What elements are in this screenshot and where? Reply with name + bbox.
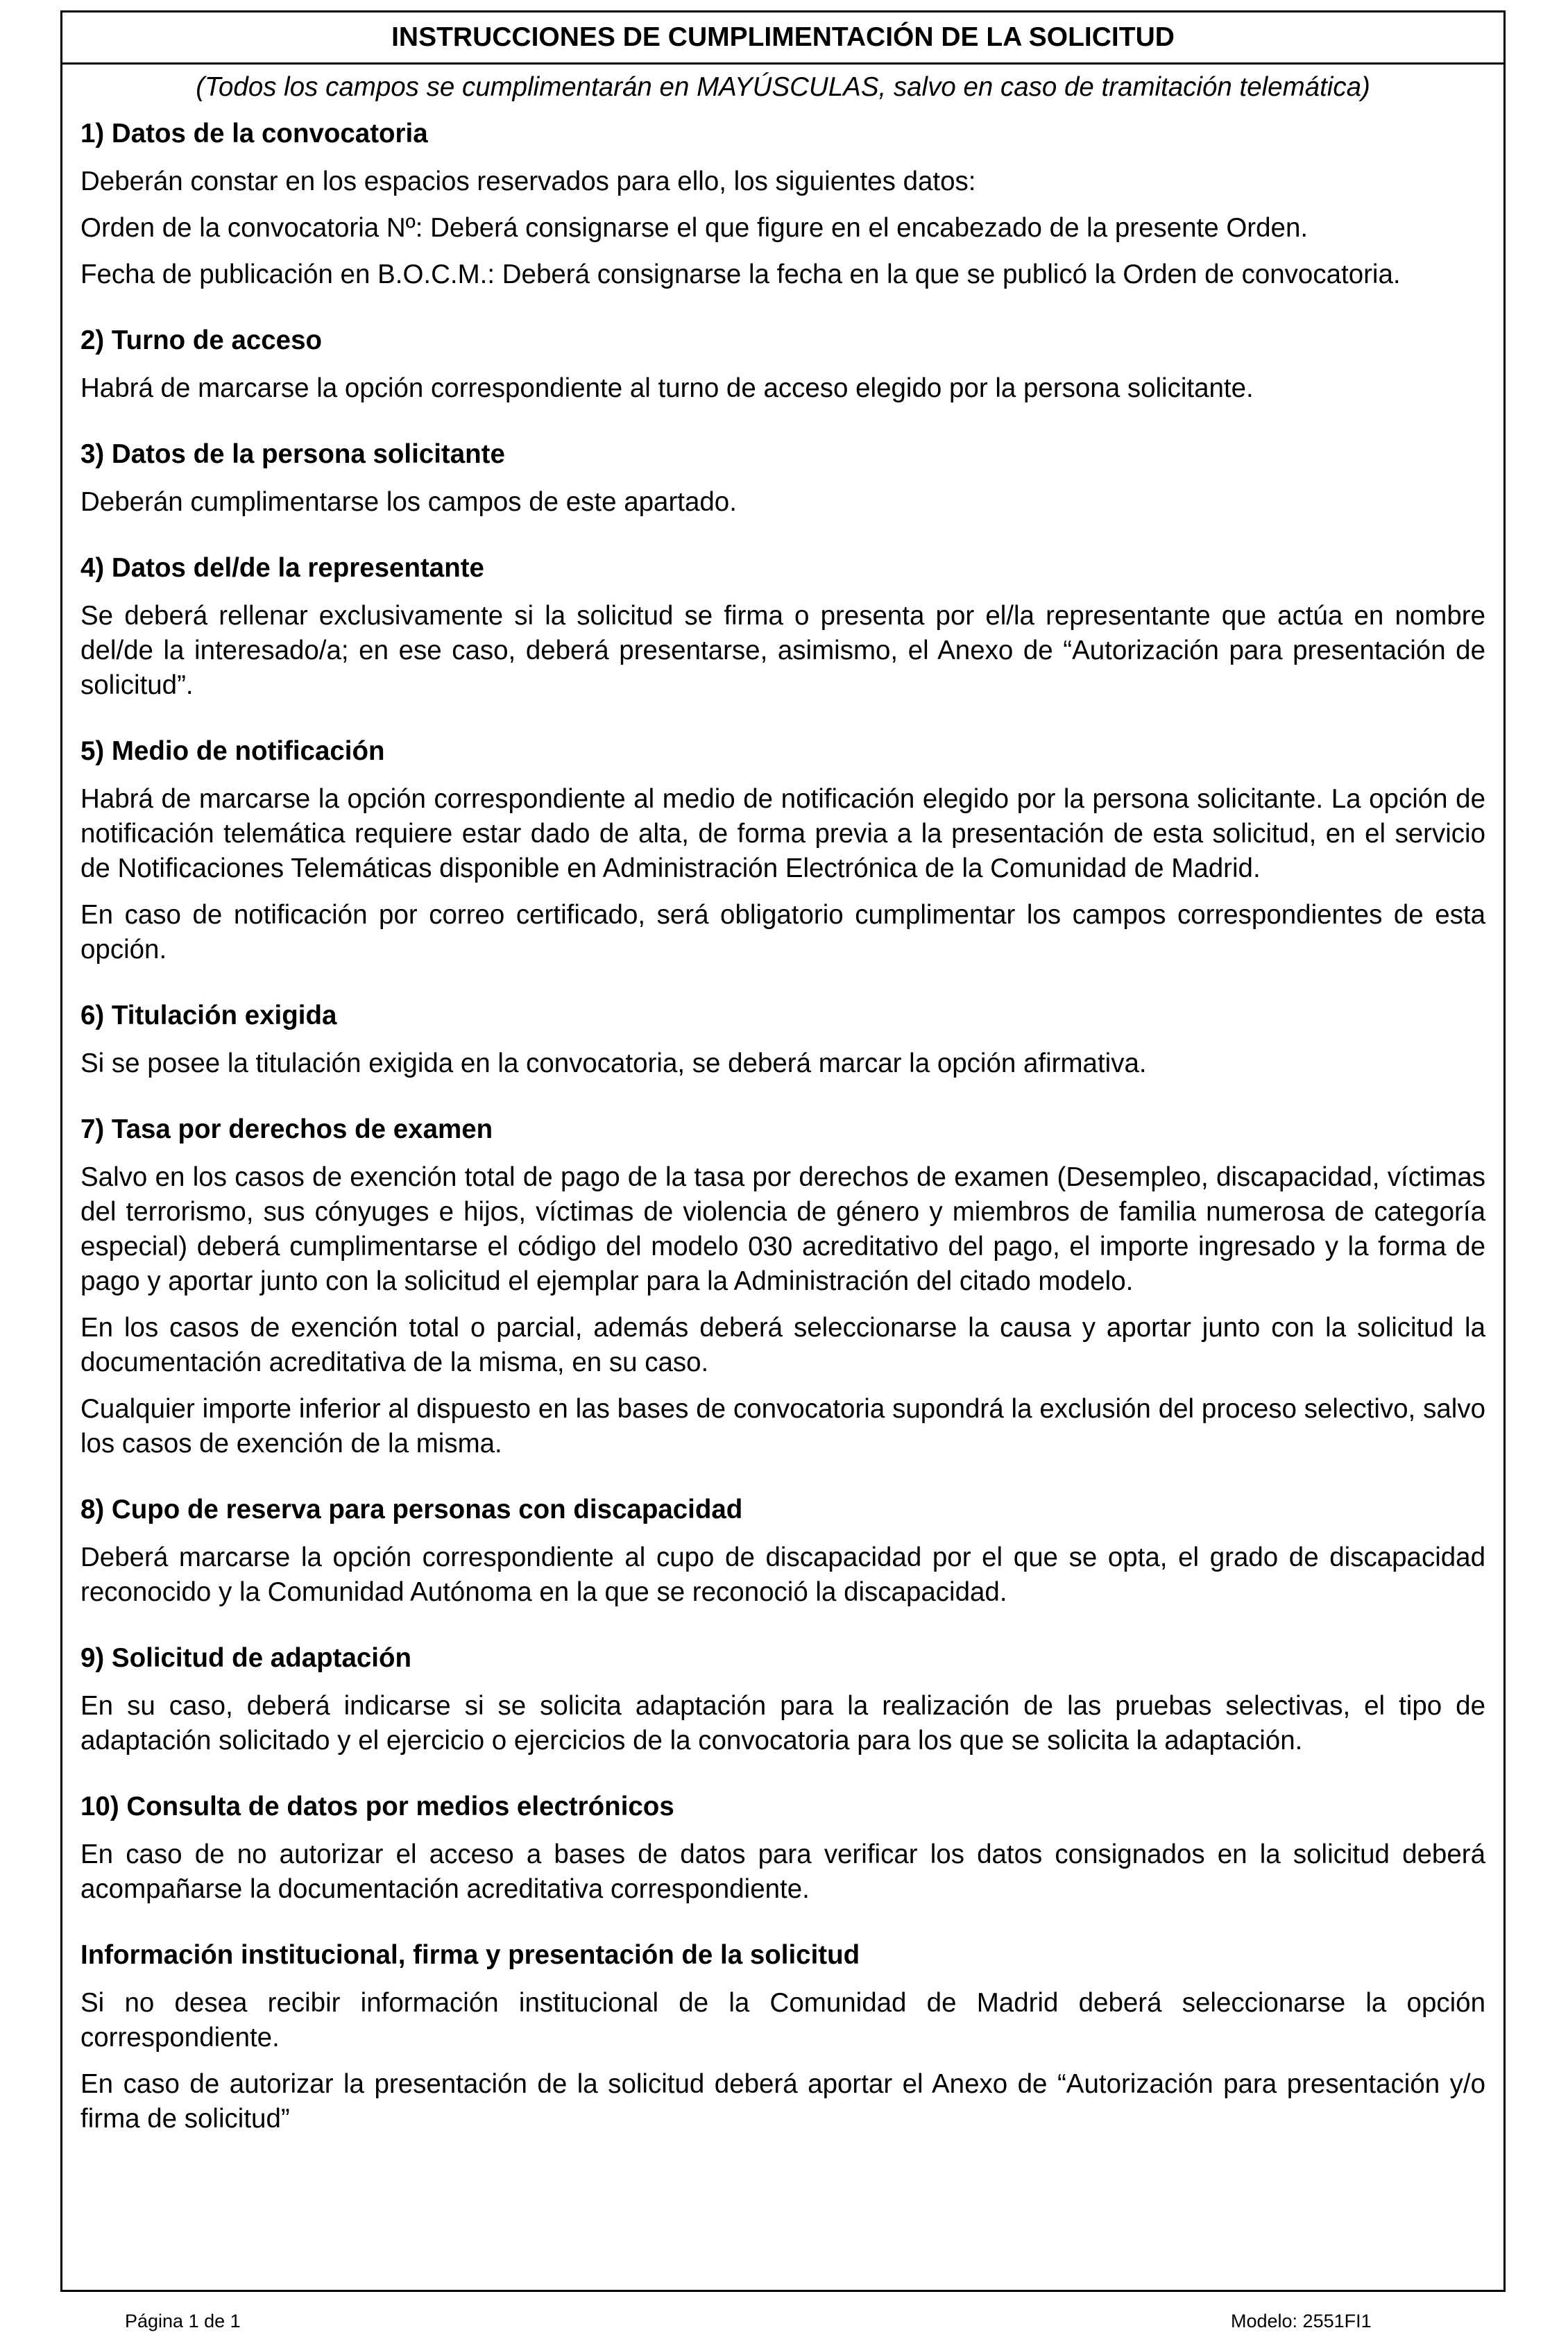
- section-paragraph: Fecha de publicación en B.O.C.M.: Deberá consignarse la fecha en la que se publicó la Orden de convocatoria.: [80, 260, 1401, 289]
- section-heading: 9) Solicitud de adaptación: [80, 1643, 412, 1673]
- section-paragraph: Salvo en los casos de exención total de pago de la tasa por derechos de examen (Desempleo, discapacidad, víctimas del terrorismo, sus cónyuges e hijos, víctimas de violencia de género y miembros de familia numerosa de categoría especial) deberá cumplimentarse el código del modelo 030 acreditativo del pago, el importe ingresado y la forma de pago y aportar junto con la solicitud el ejemplar para la Administración del citado modelo.: [80, 1162, 1485, 1296]
- section-paragraph: Habrá de marcarse la opción correspondiente al medio de notificación elegido por la persona solicitante. La opción de notificación telemática requiere estar dado de alta, de forma previa a la presentación de esta solicitud, en el servicio de Notificaciones Telemáticas disponible en Administración Electrónica de la Comunidad de Madrid.: [80, 784, 1485, 883]
- section-paragraph: En caso de no autorizar el acceso a bases de datos para verificar los datos consignados en la solicitud deberá acompañarse la documentación acreditativa correspondiente.: [80, 1839, 1485, 1904]
- section-heading: 8) Cupo de reserva para personas con discapacidad: [80, 1495, 743, 1524]
- page-number: Página 1 de 1: [125, 2311, 241, 2331]
- section-paragraph: En caso de autorizar la presentación de la solicitud deberá aportar el Anexo de “Autorización para presentación y/o firma de solicitud”: [80, 2069, 1485, 2134]
- section-heading: 7) Tasa por derechos de examen: [80, 1114, 493, 1144]
- section-paragraph: Si se posee la titulación exigida en la convocatoria, se deberá marcar la opción afirmativa.: [80, 1048, 1147, 1078]
- section-paragraph: Deberán constar en los espacios reservados para ello, los siguientes datos:: [80, 167, 976, 196]
- section-heading: 10) Consulta de datos por medios electrónicos: [80, 1792, 674, 1821]
- section-heading: 3) Datos de la persona solicitante: [80, 439, 505, 469]
- section-heading: 6) Titulación exigida: [80, 1001, 337, 1030]
- subtitle-note: (Todos los campos se cumplimentarán en MAYÚSCULAS, salvo en caso de tramitación telemática): [196, 72, 1370, 102]
- section-paragraph: En caso de notificación por correo certificado, será obligatorio cumplimentar los campos correspondientes de esta opción.: [80, 900, 1485, 964]
- section-paragraph: Orden de la convocatoria Nº: Deberá consignarse el que figure en el encabezado de la presente Orden.: [80, 213, 1309, 243]
- document-title: INSTRUCCIONES DE CUMPLIMENTACIÓN DE LA SOLICITUD: [62, 12, 1503, 65]
- section-heading: 5) Medio de notificación: [80, 736, 385, 766]
- section-paragraph: En su caso, deberá indicarse si se solicita adaptación para la realización de las pruebas selectivas, el tipo de adaptación solicitado y el ejercicio o ejercicios de la convocatoria para los que se solicita la adaptación.: [80, 1691, 1485, 1756]
- section-paragraph: Cualquier importe inferior al dispuesto en las bases de convocatoria supondrá la exclusión del proceso selectivo, salvo los casos de exención de la misma.: [80, 1394, 1485, 1459]
- section-paragraph: Deberán cumplimentarse los campos de este apartado.: [80, 487, 737, 517]
- section-heading: Información institucional, firma y presentación de la solicitud: [80, 1940, 860, 1970]
- section-heading: 2) Turno de acceso: [80, 325, 323, 355]
- section-heading: 4) Datos del/de la representante: [80, 553, 484, 583]
- instructions-content: [62, 65, 1503, 2136]
- instructions-box: [60, 10, 1506, 2292]
- section-paragraph: Habrá de marcarse la opción correspondiente al turno de acceso elegido por la persona solicitante.: [80, 373, 1254, 403]
- section-paragraph: Se deberá rellenar exclusivamente si la solicitud se firma o presenta por el/la representante que actúa en nombre del/de la interesado/a; en ese caso, deberá presentarse, asimismo, el Anexo de “Autorización para presentación de solicitud”.: [80, 601, 1485, 700]
- section-heading: 1) Datos de la convocatoria: [80, 119, 428, 148]
- section-paragraph: Deberá marcarse la opción correspondiente al cupo de discapacidad por el que se opta, el grado de discapacidad reconocido y la Comunidad Autónoma en la que se reconoció la discapacidad.: [80, 1543, 1485, 1607]
- model-number: Modelo: 2551FI1: [1231, 2311, 1372, 2331]
- section-paragraph: En los casos de exención total o parcial, además deberá seleccionarse la causa y aportar junto con la solicitud la documentación acreditativa de la misma, en su caso.: [80, 1313, 1485, 1377]
- section-paragraph: Si no desea recibir información institucional de la Comunidad de Madrid deberá seleccionarse la opción correspondiente.: [80, 1988, 1485, 2053]
